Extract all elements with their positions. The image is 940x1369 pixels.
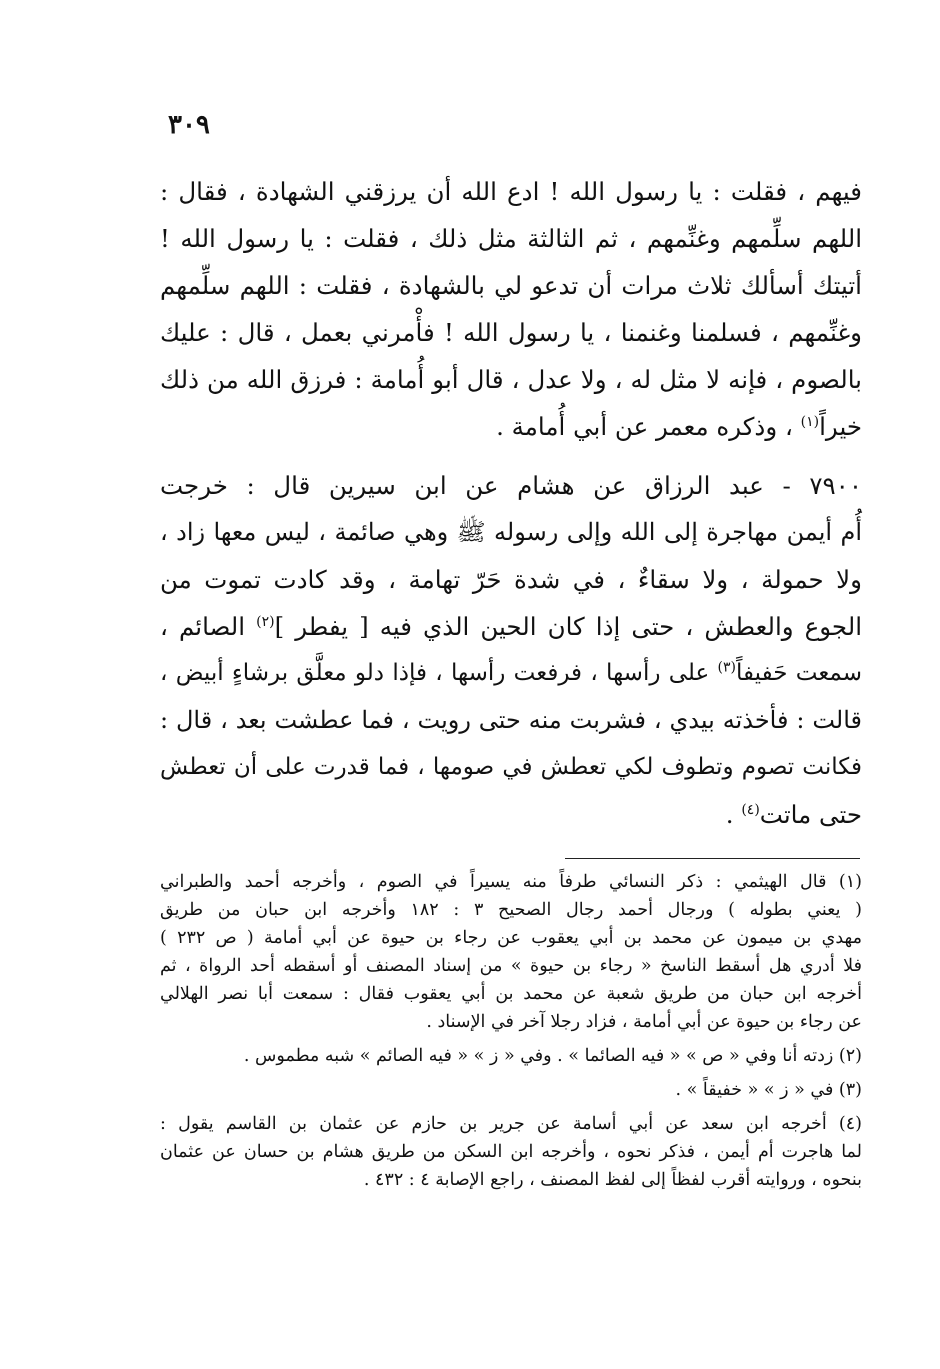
footnote-marker-2[interactable]: (٢) (256, 613, 275, 630)
footnote-line: (١) قال الهيثمي : ذكر النسائي طرفاً منه يسيراً في الصوم ، وأخرجه أحمد والطبراني (160, 872, 862, 892)
text-segment: على رأسها ، فرفعت رأسها ، فإذا دلو معلَّق برشاءٍ أبيض ، (160, 660, 718, 686)
footnote-marker-1[interactable]: (١) (800, 413, 820, 430)
footnote-line: ( يعني بطوله ) ورجال أحمد رجال الصحيح ٣ : ١٨٢ وأخرجه ابن حبان من طريق (160, 900, 862, 920)
paragraph-2 (160, 462, 862, 838)
text-segment: الجوع والعطش ، حتى إذا كان الحين الذي فيه [ يفطر ] (274, 612, 863, 641)
footnote-2 (160, 1042, 862, 1070)
footnote-line: (٣) في « ز » « خفيقاً » . (675, 1080, 862, 1100)
text-line: ولا حمولة ، ولا سقاءٌ ، في شدة حَرّ تهامة ، وقد كادت تموت من (160, 565, 862, 594)
text-segment: حتى ماتت (759, 800, 862, 829)
text-line (160, 791, 862, 838)
text-line: أتيتك أسألك ثلاث مرات أن تدعو لي بالشهادة ، فقلت : اللهم سلِّمهم (160, 271, 862, 300)
footnote-marker-3[interactable]: (٣) (717, 659, 737, 676)
text-line (160, 403, 862, 450)
main-text (160, 168, 862, 838)
text-segment: الصائم ، (160, 612, 257, 641)
text-segment: . (725, 800, 742, 829)
footnote-line: أخرجه ابن حبان من طريق شعبة عن محمد بن أبي يعقوب فقال : سمعت أبا نصر الهلالي (160, 984, 862, 1004)
paragraph-1 (160, 168, 862, 450)
text-line: قالت : فأخذته بيدي ، فشربت منه حتى رويت ، فما عطشت بعد ، قال : (160, 706, 862, 734)
footnote-marker-4[interactable]: (٤) (741, 801, 760, 818)
footnote-line: مهدي بن ميمون عن محمد بن أبي يعقوب عن رجاء بن حيوة عن أبي أمامة ( ص ٢٣٢ ) (160, 928, 862, 948)
text-line (160, 603, 862, 650)
footnote-1 (160, 868, 862, 1036)
footnote-4 (160, 1110, 862, 1194)
footnote-line: فلا أدري هل أسقط الناسخ « رجاء بن حيوة » من إسناد المصنف أو أسقطه أحد الرواة ، ثم (160, 956, 862, 976)
text-line: أُم أيمن مهاجرة إلى الله وإلى رسوله ﷺ وهي صائمة ، ليس معها زاد ، (160, 518, 862, 546)
footnote-line: عن رجاء بن حيوة عن أبي أمامة ، فزاد رجلا آخر في الإسناد . (426, 1012, 862, 1032)
text-line: فكانت تصوم وتطوف لكي تعطش في صومها ، فما قدرت على أن تعطش (160, 754, 862, 780)
text-line: فيهم ، فقلت : يا رسول الله ! ادع الله أن يرزقني الشهادة ، فقال : (160, 177, 862, 206)
text-line: بالصوم ، فإنه لا مثل له ، ولا عدل ، قال أبو أُمامة : فرزق الله من ذلك (160, 365, 862, 394)
footnote-line: بنحوه ، وروايته أقرب لفظاً إلى لفظ المصنف ، راجع الإصابة ٤ : ٤٣٢ . (363, 1170, 862, 1190)
footnote-line: لما هاجرت أم أيمن ، فذكر نحوه ، وأخرجه ابن السكن من طريق هشام بن حسان عن عثمان (160, 1142, 862, 1162)
text-segment: خيراً (819, 412, 862, 441)
footnote-divider (565, 858, 860, 859)
footnote-line: (٤) أخرجه ابن سعد عن أبي أسامة عن جرير بن حازم عن عثمان بن القاسم يقول : (160, 1114, 862, 1134)
text-line (160, 650, 862, 697)
text-segment: سمعت حَفيفاً (736, 660, 862, 686)
text-segment: ، وذكره معمر عن أبي أُمامة . (496, 412, 801, 441)
text-line: وغنِّمهم ، فسلمنا وغنمنا ، يا رسول الله ! فأْمرني بعمل ، قال : عليك (160, 318, 862, 347)
footnote-line: (٢) زدته أنا وفي « ص » « فيه الصائما » . وفي « ز » « فيه الصائم » شبه مطموس . (243, 1046, 862, 1066)
footnote-3 (160, 1076, 862, 1104)
footnotes (160, 868, 862, 1200)
page-number: ٣٠٩ (168, 110, 210, 140)
text-line: اللهم سلِّمهم وغنِّمهم ، ثم الثالثة مثل ذلك ، فقلت : يا رسول الله ! (160, 224, 862, 253)
text-line: ٧٩٠٠ - عبد الرزاق عن هشام عن ابن سيرين قال : خرجت (160, 471, 862, 500)
